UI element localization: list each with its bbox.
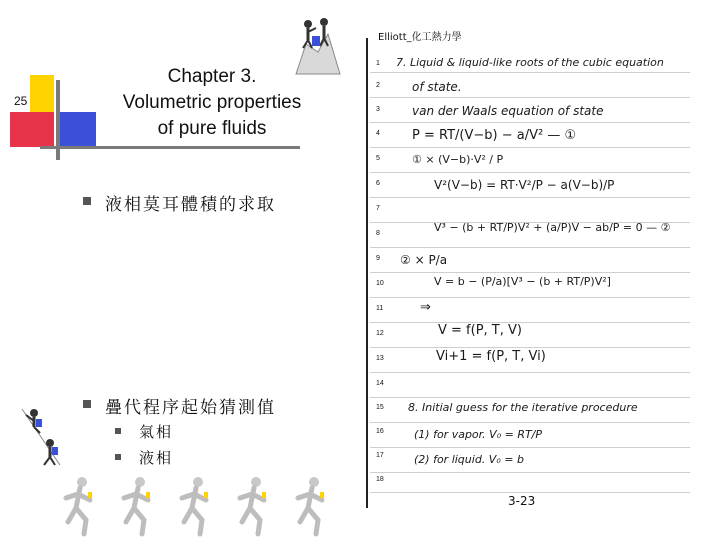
notebook-rule	[370, 297, 690, 298]
notes-line: (2) for liquid. V₀ = b	[414, 453, 524, 466]
line-number: 7	[376, 205, 380, 212]
decor-red-block	[10, 112, 54, 147]
notes-line: P = RT/(V−b) − a/V² — ①	[412, 128, 577, 143]
notebook-rule	[370, 447, 690, 448]
sub-bullet-text: 氣相	[139, 423, 174, 441]
bullet-text: 疊代程序起始猜測值	[105, 398, 276, 418]
notebook-rule	[370, 397, 690, 398]
notes-line: 7. Liquid & liquid-like roots of the cubic equation	[396, 56, 664, 69]
notebook-rule	[370, 172, 690, 173]
bullet-text: 液相莫耳體積的求取	[105, 195, 276, 215]
line-number: 3	[376, 106, 380, 113]
notes-line: van der Waals equation of state	[412, 104, 604, 118]
notebook-edge	[366, 38, 368, 508]
notebook-rule	[370, 147, 690, 148]
notes-line: Vi+1 = f(P, T, Vi)	[436, 349, 546, 364]
decor-yellow-block	[30, 75, 54, 115]
notes-line: ⇒	[420, 300, 431, 315]
notebook-rule	[370, 272, 690, 273]
notebook-rule	[370, 122, 690, 123]
line-number: 4	[376, 130, 380, 137]
notebook-rule	[370, 472, 690, 473]
notes-line: (1) for vapor. V₀ = RT/P	[414, 428, 543, 441]
bullet-marker	[83, 197, 91, 205]
line-number: 8	[376, 230, 380, 237]
line-number: 12	[376, 330, 384, 337]
notebook-rule	[370, 97, 690, 98]
line-number: 1	[376, 60, 380, 67]
title-line: of pure fluids	[157, 118, 267, 139]
line-number: 10	[376, 280, 384, 287]
notes-line: V = f(P, T, V)	[438, 323, 522, 338]
notes-line: ② × P/a	[400, 253, 448, 267]
climber-figures-icon	[20, 405, 62, 467]
line-number: 13	[376, 355, 384, 362]
bullet-marker	[83, 400, 91, 408]
line-number: 16	[376, 428, 384, 435]
line-number: 5	[376, 155, 380, 162]
line-number: 9	[376, 255, 380, 262]
sub-bullet-marker	[115, 428, 121, 434]
sub-bullet-text: 液相	[139, 449, 174, 467]
page-number: 25	[14, 94, 28, 108]
notes-line: V = b − (P/a)[V³ − (b + RT/P)V²]	[434, 275, 611, 288]
climbers-illustration-icon	[292, 14, 344, 76]
sub-bullet-marker	[115, 454, 121, 460]
title-line: Volumetric properties	[122, 92, 302, 113]
page-title	[100, 64, 324, 142]
notebook-rule	[370, 322, 690, 323]
title-line: Chapter 3.	[167, 66, 257, 87]
notebook-header: Elliott_化工熱力學	[378, 32, 462, 43]
runner-figures-icon	[60, 472, 350, 538]
notebook-rule	[370, 197, 690, 198]
notes-line: ① × (V−b)·V² / P	[412, 153, 504, 166]
notebook-rule	[370, 72, 690, 73]
line-number: 2	[376, 82, 380, 89]
notebook-rule	[370, 492, 690, 493]
notebook-page-number: 3-23	[508, 494, 536, 508]
line-number: 18	[376, 476, 384, 483]
decor-horizontal-line	[40, 146, 300, 149]
notes-line: of state.	[412, 80, 462, 94]
notes-line: V²(V−b) = RT·V²/P − a(V−b)/P	[434, 178, 615, 192]
notes-line: 8. Initial guess for the iterative procedure	[408, 401, 638, 414]
line-number: 6	[376, 180, 380, 187]
decor-blue-block	[58, 112, 96, 147]
line-number: 17	[376, 452, 384, 459]
line-number: 15	[376, 404, 384, 411]
notebook-rule	[370, 247, 690, 248]
line-number: 11	[376, 305, 384, 312]
notebook-rule	[370, 372, 690, 373]
notebook-rule	[370, 422, 690, 423]
notes-line: V³ − (b + RT/P)V² + (a/P)V − ab/P = 0 — ②	[434, 221, 671, 234]
notebook-rule	[370, 347, 690, 348]
line-number: 14	[376, 380, 384, 387]
